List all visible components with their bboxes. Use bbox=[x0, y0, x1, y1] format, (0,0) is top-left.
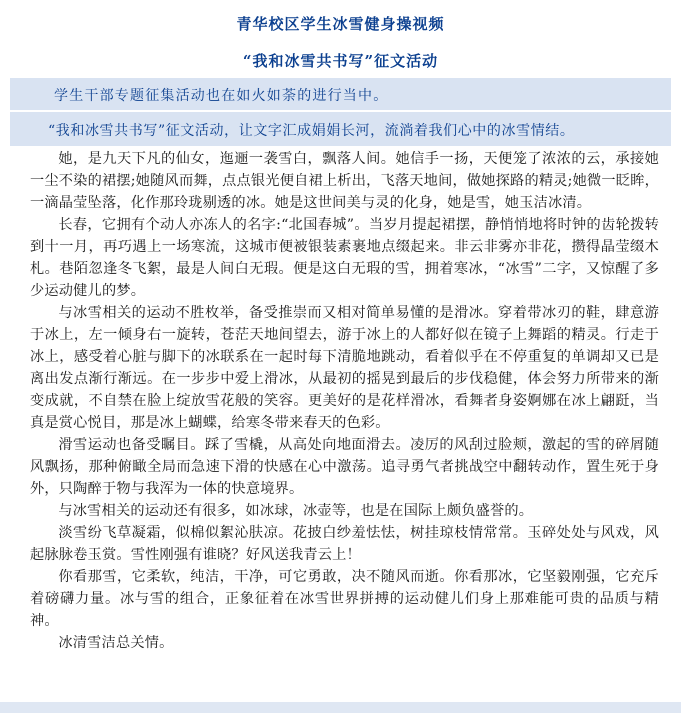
article-paragraph: 她，是九天下凡的仙女，迤逦一袭雪白，飘落人间。她信手一扬，天便笼了浓浓的云，承接她一尘不染的裙摆;她随风而舞，点点银光便自裙上析出，飞落天地间，做她探路的精灵;她微一眨眸，一滴晶莹坠落，化作那玲珑剔透的冰。她是这世间美与灵的化身，她是雪，她玉洁冰清。 bbox=[30, 151, 659, 211]
article-paragraph: 淡雪纷飞草凝霜，似棉似絮沁肤凉。花披白纱羞怯怯，树挂琼枝情常常。玉碎处处与风戏，风起脉脉卷玉赏。雪性刚强有谁晓？好风送我青云上！ bbox=[30, 525, 659, 563]
intro-text-2: “我和冰雪共书写”征文活动，让文字汇成娟娟长河，流淌着我们心中的冰雪情结。 bbox=[48, 123, 575, 139]
intro-band-1 bbox=[10, 78, 671, 110]
article-paragraph: 滑雪运动也备受瞩目。踩了雪橇，从高处向地面滑去。凌厉的风刮过脸颊，激起的雪的碎屑随风飘扬，那种俯瞰全局而急速下滑的快感在心中激荡。追寻勇气者挑战空中翻转动作，置生死于身外，只陶醉于物与我浑为一体的快意境界。 bbox=[30, 437, 659, 497]
article-paragraph: 长春，它拥有个动人亦冻人的名字:“北国春城”。当岁月提起裙摆，静悄悄地将时钟的齿轮拨转到十一月，再巧遇上一场寒流，这城市便被银装素裹地点缀起来。非云非雾亦非花，攒得晶莹缀木札。巷陌忽逢冬飞絮，最是人间白无瑕。便是这白无瑕的雪，拥着寒冰，“冰雪”二字，又惊醒了多少运动健儿的梦。 bbox=[30, 217, 659, 299]
article-body bbox=[20, 146, 663, 702]
article-paragraph: 冰清雪洁总关情。 bbox=[58, 635, 174, 651]
left-margin bbox=[0, 146, 20, 713]
intro-text-1: 学生干部专题征集活动也在如火如荼的进行当中。 bbox=[54, 88, 389, 104]
article-paragraph: 与冰雪相关的运动不胜枚举，备受推崇而又相对简单易懂的是滑冰。穿着带冰刃的鞋，肆意游于冰上，左一倾身右一旋转，苍茫天地间望去，游于冰上的人都好似在镜子上舞蹈的精灵。行走于冰上，感受着心脏与脚下的冰联系在一起时每下清脆地跳动，看着似乎在不停重复的单调却又已是离出发点渐行渐远。在一步步中爱上滑冰，从最初的摇晃到最后的步伐稳健，体会努力所带来的渐变成就，不自禁在脸上绽放雪花般的笑容。更美好的是花样滑冰，看舞者身姿婀娜在冰上翩跹，当真是赏心悦目，那是冰上蝴蝶，给寒冬带来春天的色彩。 bbox=[30, 305, 659, 431]
article-paragraph: 你看那雪，它柔软，纯洁，干净，可它勇敢，决不随风而逝。你看那冰，它坚毅刚强，它充斥着磅礴力量。冰与雪的组合，正象征着在冰雪世界拼搏的运动健儿们身上那难能可贵的品质与精神。 bbox=[30, 569, 659, 629]
intro-band-2 bbox=[10, 112, 671, 146]
page-title: 青华校区学生冰雪健身操视频 bbox=[236, 15, 445, 33]
right-margin bbox=[663, 146, 681, 713]
bottom-margin bbox=[0, 702, 681, 713]
header bbox=[0, 0, 681, 146]
page-subtitle: “我和冰雪共书写”征文活动 bbox=[242, 52, 439, 70]
article-paragraph: 与冰雪相关的运动还有很多，如冰球，冰壶等，也是在国际上颇负盛誉的。 bbox=[58, 503, 534, 519]
